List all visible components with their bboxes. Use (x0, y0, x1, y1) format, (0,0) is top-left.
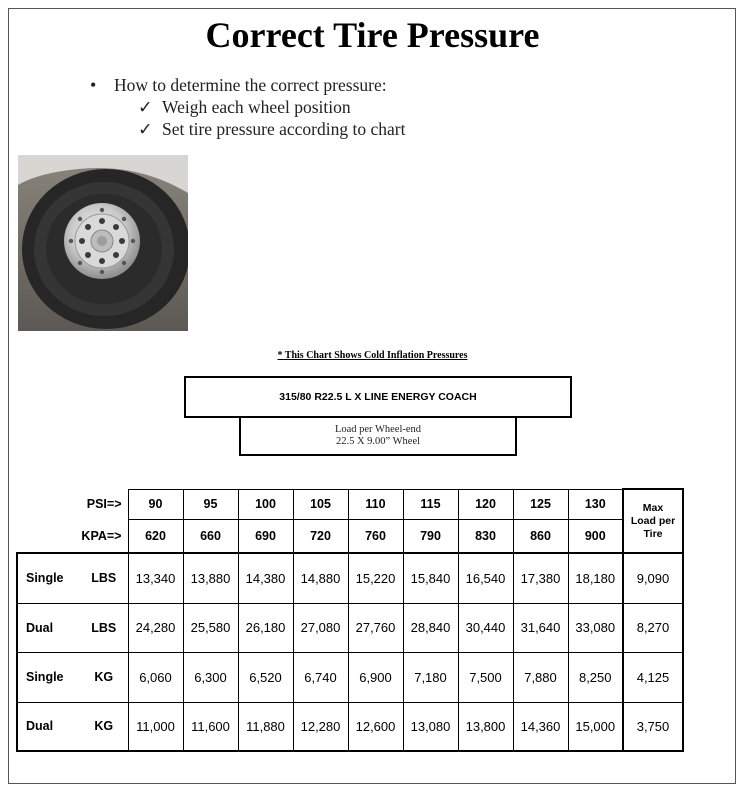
value-cell: 8,250 (568, 652, 623, 702)
step-text: Weigh each wheel position (162, 97, 351, 117)
checkmark-icon: ✓ (138, 119, 153, 139)
config-label: Dual (17, 603, 80, 652)
value-cell: 13,080 (403, 702, 458, 751)
checkmark-icon: ✓ (138, 97, 153, 117)
table-row (17, 652, 683, 702)
psi-cell: 110 (348, 489, 403, 519)
value-cell: 15,000 (568, 702, 623, 751)
value-cell: 15,220 (348, 553, 403, 603)
psi-cell: 100 (238, 489, 293, 519)
max-load-line: Load per (630, 514, 676, 527)
value-cell: 11,000 (128, 702, 183, 751)
psi-cell: 130 (568, 489, 623, 519)
bullet-text: How to determine the correct pressure: (114, 75, 387, 95)
instruction-list (90, 74, 405, 140)
tire-wheel-photo (18, 155, 188, 331)
value-cell: 13,340 (128, 553, 183, 603)
config-label: Single (17, 652, 80, 702)
kpa-cell: 790 (403, 519, 458, 553)
value-cell: 16,540 (458, 553, 513, 603)
table-row (17, 702, 683, 751)
kpa-header-row (17, 519, 683, 553)
step-item (90, 96, 405, 118)
tire-photo-illustration (18, 155, 188, 331)
value-cell: 15,840 (403, 553, 458, 603)
value-cell: 27,760 (348, 603, 403, 652)
config-label: Single (17, 553, 80, 603)
value-cell: 6,300 (183, 652, 238, 702)
psi-cell: 115 (403, 489, 458, 519)
max-load-header (623, 489, 683, 553)
unit-label: KG (80, 702, 128, 751)
max-load-cell: 8,270 (623, 603, 683, 652)
value-cell: 14,880 (293, 553, 348, 603)
psi-cell: 120 (458, 489, 513, 519)
kpa-label: KPA=> (81, 528, 122, 543)
value-cell: 24,280 (128, 603, 183, 652)
kpa-cell: 830 (458, 519, 513, 553)
value-cell: 33,080 (568, 603, 623, 652)
value-cell: 7,880 (513, 652, 568, 702)
value-cell: 12,600 (348, 702, 403, 751)
unit-label: LBS (80, 553, 128, 603)
value-cell: 18,180 (568, 553, 623, 603)
value-cell: 17,380 (513, 553, 568, 603)
value-cell: 26,180 (238, 603, 293, 652)
value-cell: 7,500 (458, 652, 513, 702)
value-cell: 6,520 (238, 652, 293, 702)
pressure-table (16, 488, 684, 752)
kpa-cell: 760 (348, 519, 403, 553)
tire-model-box (184, 376, 572, 418)
psi-label: PSI=> (86, 497, 122, 511)
page-title: Correct Tire Pressure (205, 15, 540, 55)
psi-cell: 105 (293, 489, 348, 519)
bullet-icon: • (90, 75, 97, 95)
psi-cell: 125 (513, 489, 568, 519)
kpa-cell: 690 (238, 519, 293, 553)
value-cell: 13,880 (183, 553, 238, 603)
value-cell: 31,640 (513, 603, 568, 652)
step-item (90, 118, 405, 140)
subheader-line1: Load per Wheel-end (334, 424, 422, 435)
value-cell: 25,580 (183, 603, 238, 652)
chart-note: * This Chart Shows Cold Inflation Pressures (277, 350, 468, 361)
unit-label: KG (80, 652, 128, 702)
unit-label: LBS (80, 603, 128, 652)
subheader-line2: 22.5 X 9.00” Wheel (335, 436, 421, 447)
kpa-cell: 900 (568, 519, 623, 553)
table-row (17, 553, 683, 603)
value-cell: 11,880 (238, 702, 293, 751)
max-load-cell: 3,750 (623, 702, 683, 751)
max-load-cell: 9,090 (623, 553, 683, 603)
value-cell: 13,800 (458, 702, 513, 751)
table-row (17, 603, 683, 652)
step-text: Set tire pressure according to chart (162, 119, 406, 139)
value-cell: 11,600 (183, 702, 238, 751)
value-cell: 14,360 (513, 702, 568, 751)
value-cell: 14,380 (238, 553, 293, 603)
value-cell: 6,060 (128, 652, 183, 702)
psi-cell: 95 (183, 489, 238, 519)
kpa-cell: 660 (183, 519, 238, 553)
value-cell: 6,900 (348, 652, 403, 702)
value-cell: 12,280 (293, 702, 348, 751)
value-cell: 27,080 (293, 603, 348, 652)
value-cell: 30,440 (458, 603, 513, 652)
psi-header-row (17, 489, 683, 519)
kpa-cell: 720 (293, 519, 348, 553)
max-load-line: Tire (643, 527, 663, 540)
kpa-cell: 620 (128, 519, 183, 553)
wheel-subheader-box (239, 416, 517, 456)
max-load-cell: 4,125 (623, 652, 683, 702)
psi-cell: 90 (128, 489, 183, 519)
value-cell: 7,180 (403, 652, 458, 702)
bullet-item (90, 74, 405, 96)
tire-model-label: 315/80 R22.5 L X LINE ENERGY COACH (279, 391, 477, 403)
config-label: Dual (17, 702, 80, 751)
value-cell: 28,840 (403, 603, 458, 652)
max-load-line: Max (642, 501, 664, 514)
value-cell: 6,740 (293, 652, 348, 702)
kpa-cell: 860 (513, 519, 568, 553)
